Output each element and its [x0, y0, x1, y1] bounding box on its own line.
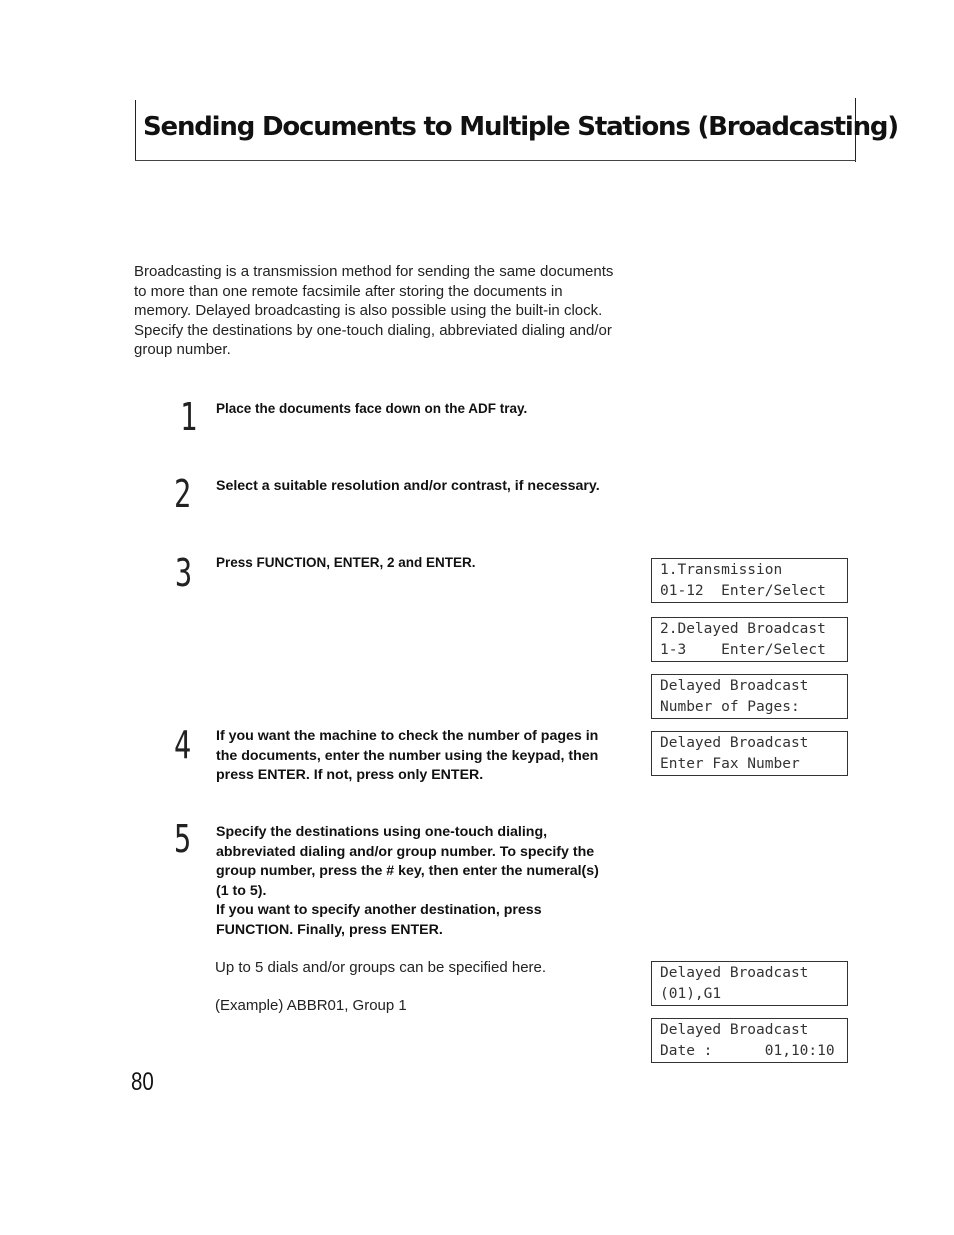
step-3-text: [216, 553, 476, 573]
lcd-line-2: Date : 01,10:10: [660, 1042, 835, 1059]
lcd-line-1: 1.Transmission: [660, 562, 783, 578]
step-number-3: 3: [175, 551, 193, 595]
lcd-line-2: 01-12 Enter/Select: [660, 582, 826, 599]
lcd-display-delayed-broadcast-menu: [651, 617, 848, 662]
lcd-line-1: Delayed Broadcast: [660, 1022, 809, 1038]
lcd-line-1: Delayed Broadcast: [660, 735, 809, 751]
intro-paragraph: [134, 262, 634, 360]
intro-line: Broadcasting is a transmission method for sending the same documents: [134, 263, 614, 280]
lcd-display-transmission: [651, 558, 848, 603]
step-number-4: 4: [174, 723, 192, 767]
dial-limit-note: Up to 5 dials and/or groups can be specified here.: [215, 959, 547, 976]
lcd-line-2: Number of Pages:: [660, 698, 800, 715]
example-note: (Example) ABBR01, Group 1: [215, 997, 407, 1014]
step-line: Specify the destinations using one-touch dialing,: [216, 824, 548, 840]
step-line: If you want the machine to check the number of pages in: [216, 728, 599, 744]
step-line: Press FUNCTION, ENTER, 2 and ENTER.: [216, 555, 476, 570]
step-2-text: [216, 477, 600, 497]
intro-line: memory. Delayed broadcasting is also possible using the built-in clock.: [134, 302, 603, 319]
step-1-text: [216, 399, 527, 419]
step-number-5: 5: [174, 817, 192, 861]
step-number-2: 2: [174, 472, 192, 516]
step-line: press ENTER. If not, press only ENTER.: [216, 767, 484, 783]
lcd-line-2: 1-3 Enter/Select: [660, 641, 826, 658]
step-line: group number, press the # key, then enter the numeral(s): [216, 863, 599, 879]
step-line: If you want to specify another destination, press: [216, 902, 542, 918]
step-4-text: [216, 727, 598, 786]
title-rule-bottom: [135, 160, 856, 161]
step-line: FUNCTION. Finally, press ENTER.: [216, 921, 443, 938]
page-number: 80: [131, 1068, 154, 1096]
step-line: Select a suitable resolution and/or contrast, if necessary.: [216, 478, 600, 494]
intro-line: Specify the destinations by one-touch dialing, abbreviated dialing and/or: [134, 321, 612, 339]
lcd-display-enter-fax-number: [651, 731, 848, 776]
title-rule-left: [135, 100, 136, 160]
lcd-display-group-entry: [651, 961, 848, 1006]
intro-line: to more than one remote facsimile after storing the documents in: [134, 282, 563, 300]
step-number-1: 1: [180, 395, 198, 439]
lcd-line-1: 2.Delayed Broadcast: [660, 621, 826, 637]
intro-line: group number.: [134, 341, 231, 358]
page-title: Sending Documents to Multiple Stations (Broadcasting): [143, 112, 898, 142]
lcd-display-number-of-pages: [651, 674, 848, 719]
lcd-line-2: Enter Fax Number: [660, 755, 800, 772]
lcd-line-1: Delayed Broadcast: [660, 965, 809, 981]
step-5-text: [216, 823, 599, 940]
step-line: abbreviated dialing and/or group number. To specify the: [216, 843, 595, 860]
lcd-line-2: (01),G1: [660, 985, 722, 1002]
step-line: the documents, enter the number using the keypad, then: [216, 747, 599, 764]
lcd-line-1: Delayed Broadcast: [660, 678, 809, 694]
step-line: Place the documents face down on the ADF tray.: [216, 401, 528, 416]
step-line: (1 to 5).: [216, 882, 267, 899]
lcd-display-date: [651, 1018, 848, 1063]
